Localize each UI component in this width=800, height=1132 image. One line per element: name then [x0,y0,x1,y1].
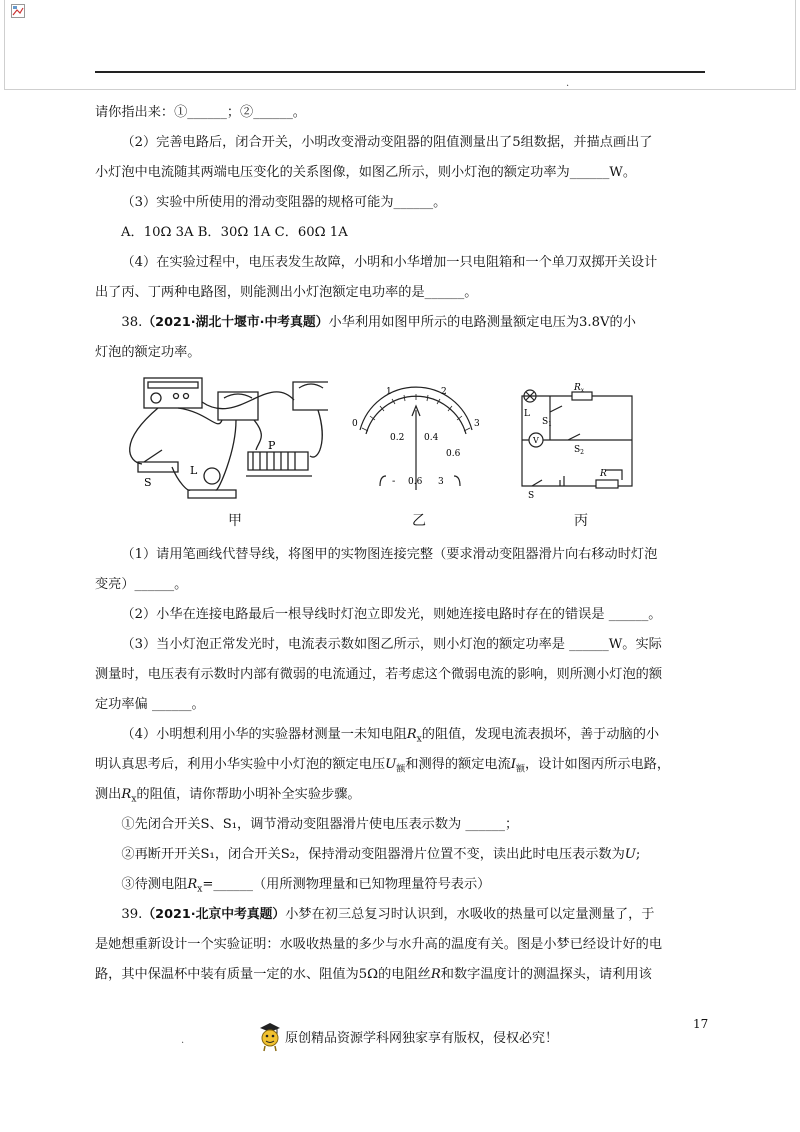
text-line: 变亮）______。 [95,577,188,592]
circuit-label-v: V [533,436,539,445]
text-line: （3）实验中所使用的滑动变阻器的规格可能为______。 [121,195,447,210]
broken-image-icon [11,4,25,18]
options-line: A．10Ω 3A B．30Ω 1A C．60Ω 1A [121,225,348,240]
scale-label: 0.4 [424,433,439,443]
scale-label: 0 [352,419,358,429]
text-line: 小梦在初三总复习时认识到，水吸收的热量可以定量测量了，于 [285,907,655,922]
question-number: 39. [121,907,143,922]
text-line: 小灯泡中电流随其两端电压变化的关系图像，如图乙所示，则小灯泡的额定功率为______W。 [95,165,637,180]
page-number: 17 [693,1017,709,1031]
terminal-label: 0.6 [408,477,423,487]
circuit-label-rx: $R_x$ [574,383,585,394]
header-dot: . [566,78,570,89]
text-line: （2）小华在连接电路最后一根导线时灯泡立即发光，则她连接电路时存在的错误是 ______。 [121,607,662,622]
step-line: ③待测电阻$R_x=\_\_\_\_\_\_$（用所测物理量和已知物理量符号表示） [121,877,491,895]
scale-label: 0.2 [390,433,405,443]
text-line: 灯泡的额定功率。 [95,345,201,360]
text-line: （4）小明想利用小华的实验器材测量一未知电阻$R_x$的阻值，发现电流表损坏，善于动脑的小 [121,727,660,745]
label-s: S [144,476,152,489]
terminal-label: 3 [438,477,444,487]
circuit-label-r: R [600,469,607,479]
scale-label: 1 [386,387,392,397]
scale-label: 0.6 [446,449,461,459]
circuit-label-s: S [528,491,535,500]
figure-row [118,372,678,532]
label-l: L [190,464,198,477]
label-p: P [268,439,276,452]
question-source: （2021·湖北十堰市·中考真题） [142,315,329,330]
figure-label-jia: 甲 [228,513,242,529]
text-line: （2）完善电路后，闭合开关，小明改变滑动变阻器的阻值测量出了5组数据，并描点画出了 [121,135,653,150]
figure-yi-ammeter [346,380,486,500]
figure-jia-apparatus [118,372,328,512]
scale-label: 2 [441,387,447,397]
text-line: 明认真思考后，利用小华实验中小灯泡的额定电压$U_额$和测得的额定电流$I_额$，设计如图丙所示电路， [95,757,671,775]
question-38-heading [95,308,707,338]
text-line: 路，其中保温杯中装有质量一定的水、阻值为5Ω的电阻丝R和数字温度计的测温探头，请利用该 [95,967,652,982]
header-rule [95,71,705,73]
text-line: 小华利用如图甲所示的电路测量额定电压为3.8V的小 [328,315,636,330]
text-line: 请你指出来：①______；②______。 [95,105,306,120]
text-block-top [95,98,707,368]
header-frame [4,0,796,90]
footer-dot: . [181,1035,185,1046]
footer [257,1016,558,1056]
circuit-label-l: L [524,409,530,419]
text-line: （4）在实验过程中，电压表发生故障，小明和小华增加一只电阻箱和一个单刀双掷开关设计 [121,255,658,270]
circuit-label-s1: $S_1$ [542,417,552,428]
mascot-icon [257,1020,283,1052]
step-line: ②再断开开关S₁，闭合开关S₂，保持滑动变阻器滑片位置不变，读出此时电压表示数为U; [121,847,641,862]
text-line: 测量时，电压表有示数时内部有微弱的电流通过，若考虑这个微弱电流的影响，则所测小灯泡的额 [95,667,663,682]
text-line: （1）请用笔画线代替导线，将图甲的实物图连接完整（要求滑动变阻器滑片向右移动时灯泡 [121,547,658,562]
copyright-notice: 原创精品资源学科网独家享有版权，侵权必究！ [285,1030,559,1046]
text-line: 是她想重新设计一个实验证明：水吸收热量的多少与水升高的温度有关。图是小梦已经设计好的电 [95,937,663,952]
figure-bing-circuit [510,380,640,500]
question-number: 38. [121,315,143,330]
question-39-heading [95,900,707,930]
text-line: 测出$R_x$的阻值，请你帮助小明补全实验步骤。 [95,787,361,805]
step-line: ①先闭合开关S、S₁，调节滑动变阻器滑片使电压表示数为 ______； [121,817,519,832]
text-line: 定功率偏 ______。 [95,697,205,712]
figure-label-yi: 乙 [412,513,426,529]
figure-label-bing: 丙 [574,513,588,529]
terminal-label: - [392,476,396,487]
circuit-label-s2: $S_2$ [574,445,584,456]
scale-label: 3 [474,419,480,429]
text-block-bottom [95,540,707,990]
text-line: 出了丙、丁两种电路图，则能测出小灯泡额定电功率的是______。 [95,285,478,300]
question-source: （2021·北京中考真题） [142,907,286,922]
text-line: （3）当小灯泡正常发光时，电流表示数如图乙所示，则小灯泡的额定功率是 ______W。实际 [121,637,662,652]
